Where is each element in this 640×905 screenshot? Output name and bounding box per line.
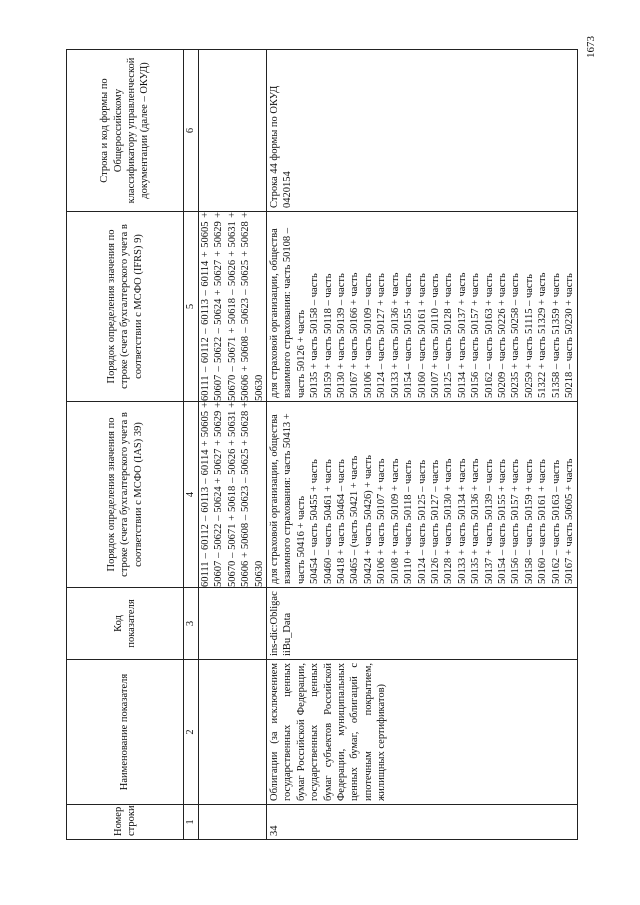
col-number: 4 [184,402,199,588]
continued-row [199,50,267,840]
continued-row-cell [199,50,267,212]
okud-form-ref: Строка 44 формы по ОКУД 0420154 [267,50,578,212]
col-number: 2 [184,660,199,805]
header-indicator-name: Наименование показателя [67,660,184,805]
indicator-table [66,49,578,840]
header-indicator-code: Код показателя [67,588,184,660]
page-number: 1673 [585,36,597,58]
header-ias39-procedure: Порядок определения значения по строке (счета бухгалтерского учета в соответствии с МСФО (IAS) 39) [67,402,184,588]
header-row [67,50,184,840]
col-number: 3 [184,588,199,660]
row-number: 34 [267,805,578,840]
col-number: 5 [184,212,199,402]
continued-row-cell [199,805,267,840]
table-row [267,50,578,840]
continued-row-cell [199,588,267,660]
header-row-number: Номер строки [67,805,184,840]
continued-ias39-formula: 60111 – 60112 – 60113 – 60114 + 50605 + 50607 – 50622 – 50624 + 50627 + 50629 + 50670 – 50671 + 50618 – 50626 + 50631 + 50606 + 50608 – 50623 – 50625 + 50628 + 50630 [200,402,265,587]
ias39-formula: для страховой организации, общества взаимного страхования: часть 50413 + часть 50416 + часть 50454 – часть 50455 + часть 50460 – часть 50461 + часть 50418 + часть 50464 – часть 50465 – (часть 50421 + часть 50424 + часть 50426) + часть 50106 + часть 50107 + часть 50108 + часть 50109 + часть 50110 + часть 50118 – часть 50124 – часть 50125 – часть 50126 – часть 50127 – часть 50128 + часть 50130 + часть 50133 + часть 50134 + часть 50135 + часть 50136 + часть 50137 + часть 50139 – часть 50154 – часть 50155 + часть 50156 – часть 50157 + часть 50158 – часть 50159 + часть 50160 – часть 50161 + часть 50162 – часть 50163 – часть 50167 + часть 50605 + часть [267,402,578,588]
col-number: 1 [184,805,199,840]
header-ifrs9-procedure: Порядок определения значения по строке (счета бухгалтерского учета в соответствии с МСФО (IFRS) 9) [67,212,184,402]
indicator-code: ins-dic:ObligaciiBu_Data [267,588,578,660]
header-okud-form: Строка и код формы по Общероссийскому классификатору управленческой документации (далее – ОКУД) [67,50,184,212]
continued-row-cell [199,660,267,805]
continued-ifrs9-formula: 60111 – 60112 – 60113 – 60114 + 50605 + 50607 – 50622 – 50624 + 50627 + 50629 + 50670 – 50671 + 50618 – 50626 + 50631 + 50606 + 50608 – 50623 – 50625 + 50628 + 50630 [200,212,265,401]
indicator-name: Облигации (за исключением государственных ценных бумаг Российской Федерации, государственных ценных бумаг субъектов Российской Федерации, муниципальных ценных бумаг, облигаций с ипотечным покрытием, жилищных сертификатов) [267,660,578,805]
rotated-page-content [66,50,626,840]
col-number: 6 [184,50,199,212]
column-numbers-row [184,50,199,840]
ifrs9-formula: для страховой организации, общества взаимного страхования: часть 50108 – часть 50126 + часть 50135 + часть 50158 – часть 50159 + часть 50118 – часть 50130 + часть 50139 – часть 50167 + часть 50166 + часть 50106 + часть 50109 – часть 50124 – часть 50127 + часть 50133 + часть 50136 + часть 50154 – часть 50155 + часть 50160 – часть 50161 + часть 50107 + часть 50110 – часть 50125 – часть 50128 + часть 50134 + часть 50137 + часть 50156 – часть 50157 + часть 50162 – часть 50163 + часть 50209 – часть 50226 + часть 50235 + часть 50258 – часть 50259 + часть 51115 – часть 51322 + часть 51329 + часть 51358 – часть 51359 + часть 50218 – часть 50230 + часть [267,212,578,402]
